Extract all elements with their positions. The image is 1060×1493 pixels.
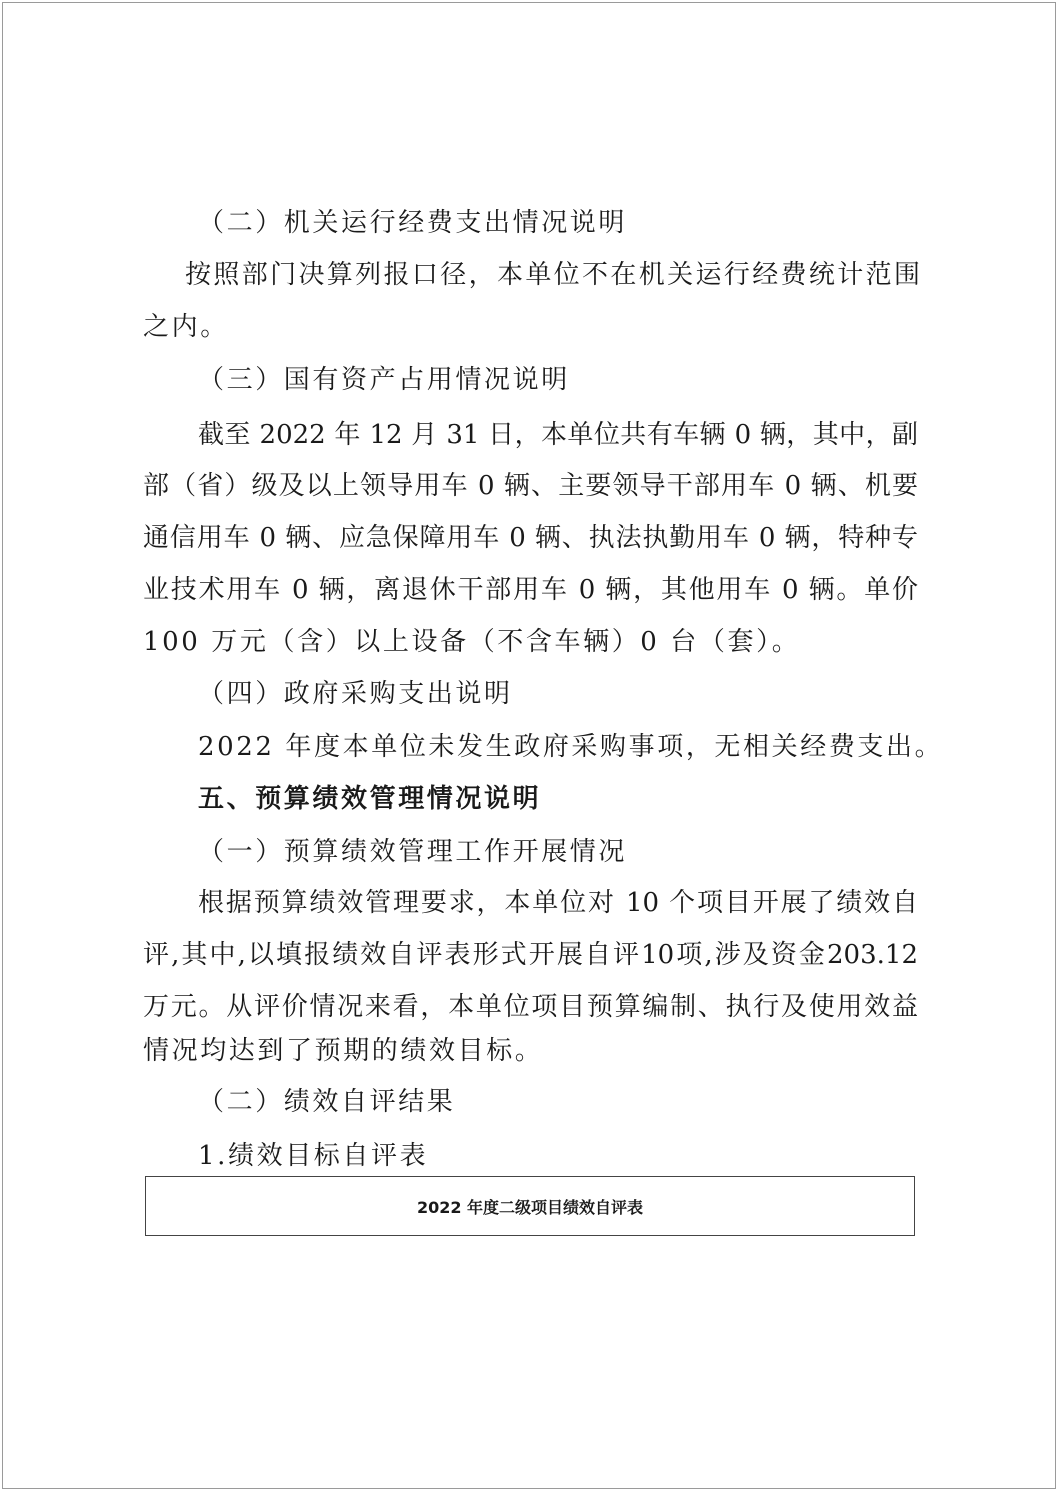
paragraph-line: 2022 年度本单位未发生政府采购事项，无相关经费支出。 [198,732,944,762]
paragraph-line: 根据预算绩效管理要求，本单位对 10 个项目开展了绩效自 [198,888,918,918]
section-heading-self-evaluation: （二）绩效自评结果 [198,1087,456,1117]
paragraph-line: 截至 2022 年 12 月 31 日，本单位共有车辆 0 辆，其中，副 [198,420,918,450]
section-heading-performance-work: （一）预算绩效管理工作开展情况 [198,837,628,867]
paragraph-line: 部（省）级及以上领导用车 0 辆、主要领导干部用车 0 辆、机要 [143,471,918,501]
paragraph-line: 之内。 [143,312,229,342]
paragraph-line: 通信用车 0 辆、应急保障用车 0 辆、执法执勤用车 0 辆，特种专 [143,523,918,553]
paragraph-line: 业技术用车 0 辆，离退休干部用车 0 辆，其他用车 0 辆。单价 [143,575,918,605]
table-title: 2022 年度二级项目绩效自评表 [416,1197,644,1217]
paragraph-line: 100 万元（含）以上设备（不含车辆）0 台（套）。 [143,627,801,657]
paragraph-line: 评,其中,以填报绩效自评表形式开展自评10项,涉及资金203.12 [143,940,918,970]
section-heading-operating-expenses: （二）机关运行经费支出情况说明 [198,208,628,238]
paragraph-line: 情况均达到了预期的绩效目标。 [143,1036,544,1066]
list-item-self-evaluation-table: 1.绩效目标自评表 [198,1141,429,1171]
chapter-heading-performance-management: 五、预算绩效管理情况说明 [198,784,542,814]
section-heading-government-procurement: （四）政府采购支出说明 [198,679,513,709]
paragraph-line: 万元。从评价情况来看，本单位项目预算编制、执行及使用效益 [143,992,918,1022]
section-heading-state-assets: （三）国有资产占用情况说明 [198,365,570,395]
paragraph-line: 按照部门决算列报口径，本单位不在机关运行经费统计范围 [185,260,920,290]
evaluation-table-header [145,1176,915,1236]
